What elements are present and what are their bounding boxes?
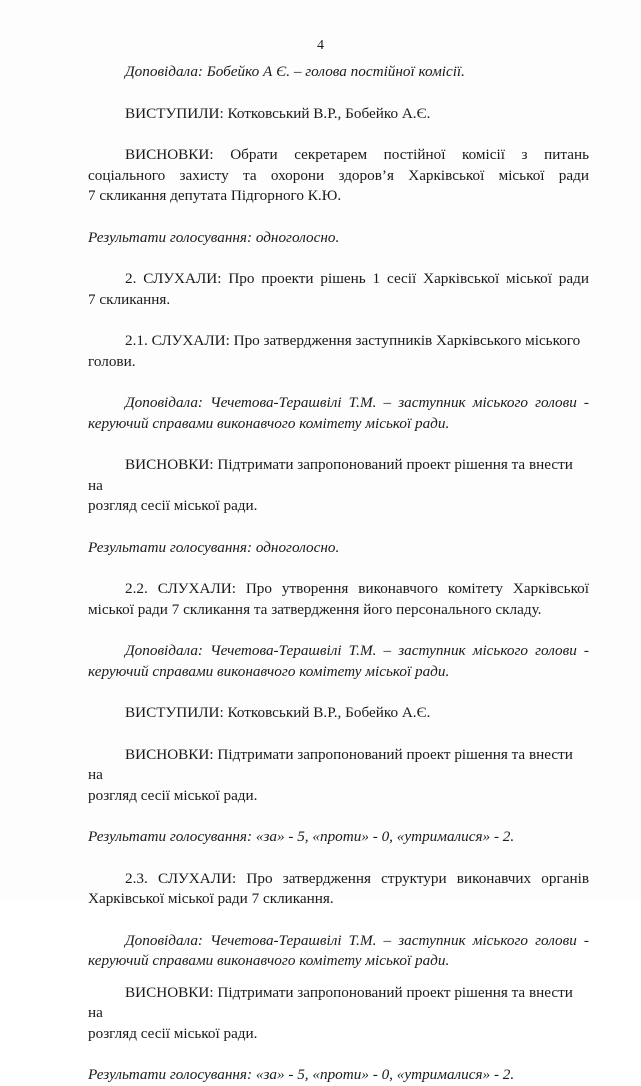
voting-result: [88, 228, 589, 249]
paragraph-text: ВИСТУПИЛИ: Котковський В.Р., Бобейко А.Є.: [125, 704, 431, 721]
page-number: 4: [317, 38, 324, 53]
voting-result: [88, 538, 589, 559]
paragraph-line: керуючий справами виконавчого комітету міської ради.: [88, 662, 450, 680]
heard-paragraph: [88, 579, 589, 620]
reporter-paragraph: [88, 62, 589, 83]
paragraph-line: ВИСНОВКИ: Обрати секретарем постійної комісії з питань: [125, 146, 589, 163]
paragraph-line: 2.1. СЛУХАЛИ: Про затвердження заступників Харківського міського: [125, 332, 581, 349]
reporter-paragraph: [88, 641, 589, 682]
paragraph-line: керуючий справами виконавчого комітету міської ради.: [88, 952, 450, 969]
paragraph-line: розгляд сесії міської ради.: [88, 497, 258, 514]
voting-result: [88, 1065, 589, 1086]
conclusions-paragraph: [88, 455, 589, 517]
heard-paragraph: [88, 869, 589, 910]
paragraph-line: 2.2. СЛУХАЛИ: Про утворення виконавчого комітету Харківської: [125, 580, 589, 597]
paragraph-line: розгляд сесії міської ради.: [88, 1024, 258, 1042]
paragraph-line: 7 скликання депутата Підгорного К.Ю.: [88, 187, 342, 204]
conclusions-paragraph: [88, 983, 589, 1045]
speakers-paragraph: [88, 104, 589, 125]
reporter-paragraph: [88, 931, 589, 972]
conclusions-paragraph: [88, 145, 589, 207]
paragraph-line: керуючий справами виконавчого комітету міської ради.: [88, 414, 450, 432]
paragraph-line: 2.3. СЛУХАЛИ: Про затвердження структури виконавчих органів: [125, 869, 589, 887]
paragraph-line: розгляд сесії міської ради.: [88, 786, 258, 804]
conclusions-paragraph: [88, 745, 589, 807]
document-body: [88, 62, 589, 1086]
paragraph-line: Доповідала: Чечетова-Терашвілі Т.М. – заступник міського голови -: [125, 394, 589, 411]
paragraph-text: Результати голосування: одноголосно.: [88, 538, 340, 556]
paragraph-line: Харківської міської ради 7 скликання.: [88, 890, 334, 907]
paragraph-text: ВИСТУПИЛИ: Котковський В.Р., Бобейко А.Є.: [125, 104, 431, 122]
paragraph-line: 2. СЛУХАЛИ: Про проекти рішень 1 сесії Харківської міської ради: [125, 270, 589, 287]
voting-result: [88, 827, 589, 848]
paragraph-line: ВИСНОВКИ: Підтримати запропонований проект рішення та внести на: [88, 456, 573, 494]
heard-paragraph: [88, 331, 589, 372]
paragraph-line: 7 скликання.: [88, 290, 171, 308]
paragraph-line: ВИСНОВКИ: Підтримати запропонований проект рішення та внести на: [88, 745, 573, 783]
paragraph-line: голови.: [88, 352, 136, 370]
paragraph-text: Доповідала: Бобейко А Є. – голова постійної комісії.: [125, 63, 465, 80]
paragraph-line: Доповідала: Чечетова-Терашвілі Т.М. – заступник міського голови -: [125, 642, 589, 659]
paragraph-text: Результати голосування: одноголосно.: [88, 228, 340, 246]
paragraph-line: міської ради 7 скликання та затвердження його персонального складу.: [88, 600, 542, 618]
paragraph-text: Результати голосування: «за» - 5, «проти» - 0, «утрималися» - 2.: [88, 1066, 515, 1083]
paragraph-line: Доповідала: Чечетова-Терашвілі Т.М. – заступник міського голови -: [125, 931, 589, 949]
paragraph-text: Результати голосування: «за» - 5, «проти» - 0, «утрималися» - 2.: [88, 828, 515, 845]
reporter-paragraph: [88, 393, 589, 434]
paragraph-line: соціального захисту та охорони здоров’я Харківської міської ради: [88, 166, 589, 184]
heard-paragraph: [88, 269, 589, 310]
paragraph-line: ВИСНОВКИ: Підтримати запропонований проект рішення та внести на: [88, 983, 573, 1021]
speakers-paragraph: [88, 703, 589, 724]
